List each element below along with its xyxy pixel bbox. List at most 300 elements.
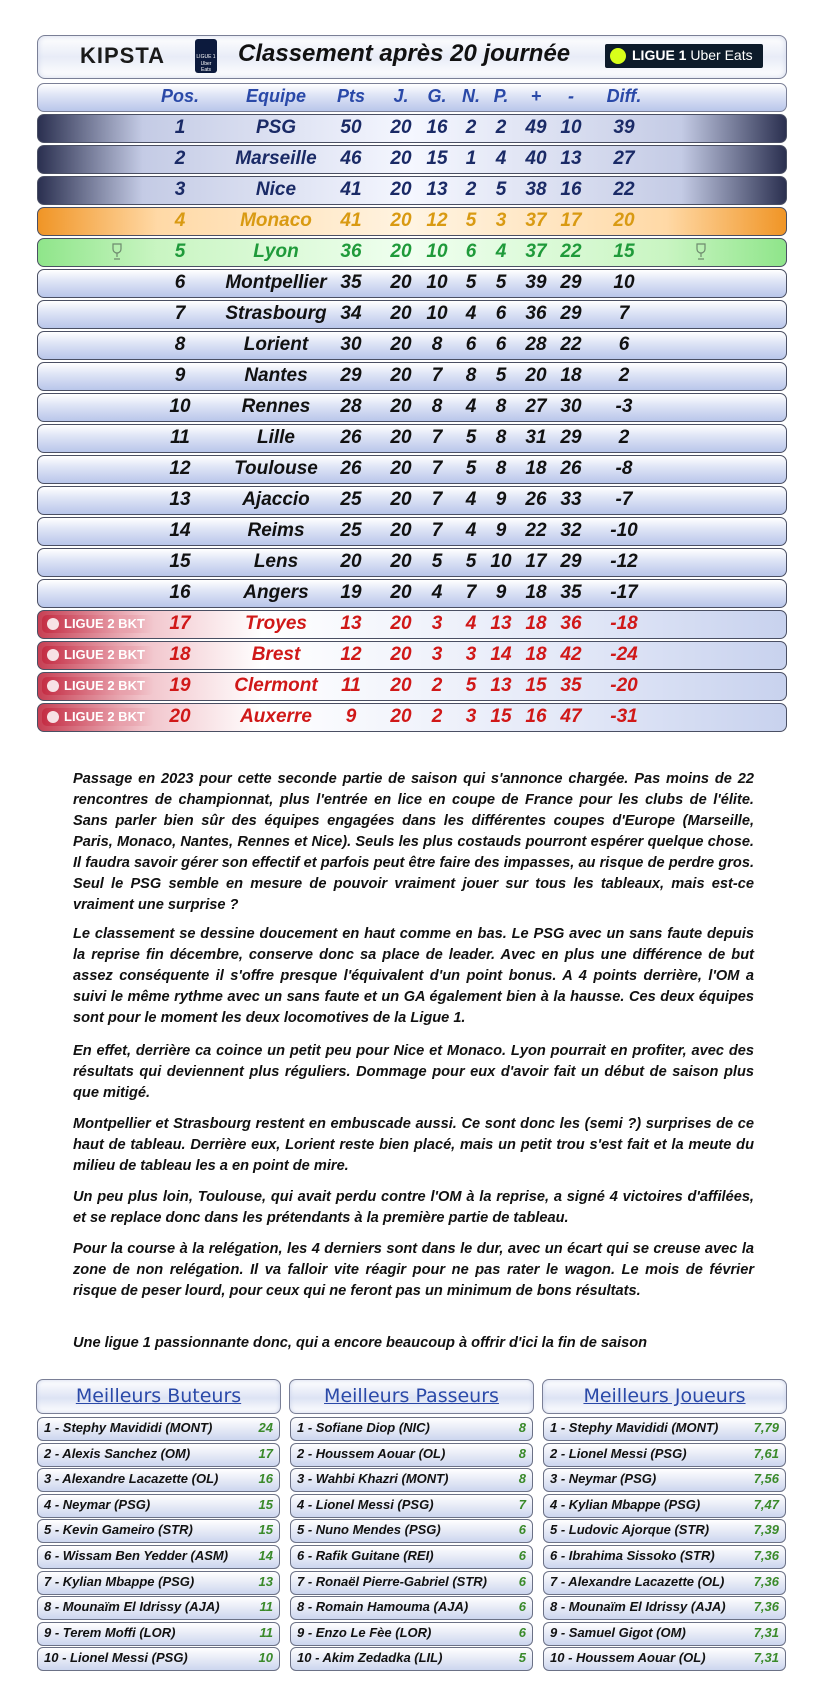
cell-team: Reims: [247, 520, 305, 541]
ligue2-label: LIGUE 2 BKT: [64, 678, 145, 693]
cell-n: 7: [465, 582, 477, 603]
cell-pos: 2: [174, 148, 186, 169]
table-row: [37, 455, 787, 484]
cell-pos: 18: [169, 644, 191, 665]
cell-minus: 29: [560, 427, 582, 448]
cell-p: 3: [495, 210, 507, 231]
player-value: 7,36: [753, 1573, 779, 1589]
cell-n: 5: [465, 675, 477, 696]
list-item: [290, 1545, 533, 1569]
player-name: 4 - Neymar (PSG): [44, 1496, 151, 1512]
list-item: [37, 1622, 280, 1646]
cell-p: 8: [495, 396, 507, 417]
player-name: 9 - Samuel Gigot (OM): [550, 1624, 686, 1640]
cell-n: 6: [465, 241, 477, 262]
cell-pts: 36: [340, 241, 362, 262]
cell-pts: 41: [340, 210, 362, 231]
col-g: G.: [427, 86, 447, 106]
article-paragraph-5: Un peu plus loin, Toulouse, qui avait perdu contre l'OM à la reprise, a signé 4 victoires d'affilées, et se replace donc dans les prétendants à la première partie de tableau.: [73, 1189, 754, 1226]
table-row: [37, 517, 787, 546]
player-value: 13: [258, 1573, 273, 1589]
cell-plus: 26: [525, 489, 547, 510]
article-paragraph-2: Le classement se dessine doucement en haut comme en bas. Le PSG avec un sans faute depuis la reprise fin décembre, conserve donc sa place de leader. Avec en plus une différence de but assez conséquente il s'offre presque l'équivalent d'un point bonus. A 4 points derrière, l'OM a suivi le même rythme avec un sans faute et un GA également bien à la hausse. Ces deux équipes sont pour le moment les deux locomotives de la Ligue 1.: [73, 926, 754, 1026]
table-row: [37, 207, 787, 236]
ligue2-badge: [42, 646, 154, 664]
cell-pts: 19: [340, 582, 362, 603]
ligue2-label: LIGUE 2 BKT: [64, 647, 145, 662]
list-item: [543, 1571, 786, 1595]
cell-p: 5: [495, 365, 507, 386]
cell-p: 4: [495, 148, 507, 169]
cell-j: 20: [390, 365, 412, 386]
cell-diff: -17: [610, 582, 638, 603]
article-paragraph-6: Pour la course à la relégation, les 4 derniers sont dans le dur, avec un écart qui se creuse avec la zone de non relégation. Il va falloir vite réagir pour ne pas rater le wagon. Le mois de février risque de peser lourd, pour ceux qui ne feront pas un minimum de bons résultats.: [73, 1241, 754, 1299]
player-name: 10 - Houssem Aouar (OL): [550, 1650, 706, 1666]
cell-j: 20: [390, 613, 412, 634]
cell-minus: 16: [560, 179, 582, 200]
cell-n: 5: [465, 272, 477, 293]
cell-team: Lens: [253, 551, 299, 572]
cell-plus: 18: [525, 613, 547, 634]
cell-j: 20: [390, 179, 412, 200]
cell-pts: 28: [340, 396, 362, 417]
cell-pos: 11: [170, 427, 190, 448]
cell-team: Lyon: [253, 241, 299, 262]
player-value: 6: [518, 1599, 526, 1615]
cell-j: 20: [390, 675, 412, 696]
table-row: [37, 610, 787, 639]
cell-team: Angers: [243, 582, 309, 603]
cell-minus: 36: [560, 613, 582, 634]
cell-team: Brest: [251, 644, 301, 665]
cell-g: 7: [431, 489, 443, 510]
table-row: [37, 424, 787, 453]
cell-pos: 1: [174, 117, 186, 138]
cell-pts: 25: [340, 489, 362, 510]
cell-pts: 13: [340, 613, 362, 634]
cell-pos: 10: [169, 396, 191, 417]
cell-team: Ajaccio: [242, 489, 310, 510]
list-item: [543, 1468, 786, 1492]
list-item: [37, 1443, 280, 1467]
top-assists-title-box: [289, 1379, 534, 1414]
table-row: [37, 145, 787, 174]
cell-pos: 4: [174, 210, 186, 231]
player-value: 14: [258, 1548, 273, 1563]
list-item: [37, 1571, 280, 1595]
cell-pos: 6: [174, 272, 186, 293]
cell-pos: 17: [169, 613, 191, 634]
player-value: 7,61: [753, 1445, 779, 1461]
player-value: 11: [259, 1599, 273, 1615]
cell-minus: 22: [560, 241, 582, 262]
list-item: [290, 1647, 533, 1671]
list-item: [543, 1545, 786, 1569]
table-row: [37, 114, 787, 143]
cell-diff: -20: [610, 675, 638, 696]
table-row: [37, 641, 787, 670]
ligue2-badge: [42, 615, 154, 633]
list-item: [543, 1647, 786, 1671]
player-value: 7,31: [753, 1650, 779, 1666]
cell-minus: 30: [560, 396, 582, 417]
cell-plus: 36: [525, 303, 547, 324]
table-row: [37, 331, 787, 360]
cell-diff: -8: [615, 458, 633, 479]
cell-n: 4: [465, 396, 477, 417]
sponsor-text: [632, 47, 753, 63]
list-item: [543, 1494, 786, 1518]
col-plus: +: [530, 86, 542, 106]
player-value: 7,56: [753, 1471, 779, 1487]
player-name: 7 - Alexandre Lacazette (OL): [550, 1573, 725, 1589]
article-paragraph-7: Une ligue 1 passionnante donc, qui a encore beaucoup à offrir d'ici la fin de saison: [73, 1335, 648, 1351]
player-value: 15: [258, 1522, 273, 1538]
top-players-title: Meilleurs Joueurs: [583, 1385, 746, 1407]
cell-diff: 6: [618, 334, 630, 355]
cell-pos: 5: [174, 241, 186, 262]
cell-plus: 31: [525, 427, 547, 448]
cell-n: 4: [465, 489, 477, 510]
list-item: [290, 1443, 533, 1467]
cell-plus: 38: [525, 179, 547, 200]
cell-minus: 35: [560, 675, 582, 696]
ligue2-badge: [42, 708, 154, 726]
list-item: [37, 1494, 280, 1518]
player-value: 6: [518, 1573, 526, 1589]
cell-minus: 29: [560, 272, 582, 293]
cell-minus: 32: [560, 520, 582, 541]
cell-minus: 42: [560, 644, 582, 665]
cell-team: Lille: [256, 427, 295, 448]
table-row: [37, 486, 787, 515]
player-name: 3 - Neymar (PSG): [550, 1471, 657, 1487]
cell-n: 5: [465, 551, 477, 572]
cell-j: 20: [390, 582, 412, 603]
cell-j: 20: [390, 520, 412, 541]
player-name: 2 - Houssem Aouar (OL): [297, 1445, 446, 1461]
table-row: [37, 393, 787, 422]
list-item: [37, 1647, 280, 1671]
article-paragraph-4: Montpellier et Strasbourg restent en embuscade aussi. Ce sont donc les (semi ?) surprises de ce haut de tableau. Derrière eux, Lorient reste bien placé, mais un petit trou s'est fait et la meute du milieu de tableau les a en point de mire.: [73, 1116, 754, 1174]
cell-plus: 17: [525, 551, 547, 572]
cell-diff: -12: [610, 551, 638, 572]
sponsor-logo: [605, 44, 763, 68]
cell-n: 3: [465, 644, 477, 665]
player-name: 10 - Lionel Messi (PSG): [44, 1650, 188, 1666]
ligue1-badge: [195, 39, 217, 73]
cell-minus: 22: [560, 334, 582, 355]
player-value: 8: [518, 1420, 526, 1435]
cell-pos: 16: [169, 582, 191, 603]
cell-team: Marseille: [235, 148, 317, 169]
cell-j: 20: [390, 210, 412, 231]
cell-pts: 25: [340, 520, 362, 541]
cell-diff: 10: [613, 272, 635, 293]
cell-p: 14: [490, 644, 512, 665]
col-j: J.: [393, 86, 409, 106]
cell-plus: 18: [525, 644, 547, 665]
cell-pts: 20: [340, 551, 362, 572]
ligue2-logo-icon: [47, 618, 59, 630]
cell-g: 2: [431, 675, 443, 696]
cell-pos: 15: [169, 551, 191, 572]
cell-diff: 22: [613, 179, 635, 200]
list-item: [37, 1519, 280, 1543]
cell-j: 20: [390, 303, 412, 324]
table-row: [37, 579, 787, 608]
cell-plus: 15: [525, 675, 547, 696]
player-name: 6 - Rafik Guitane (REI): [297, 1548, 434, 1563]
player-name: 8 - Mounaïm El Idrissy (AJA): [550, 1599, 726, 1615]
cell-pts: 46: [340, 148, 362, 169]
cell-minus: 17: [560, 210, 582, 231]
cell-pos: 19: [169, 675, 191, 696]
cell-j: 20: [390, 551, 412, 572]
cell-n: 5: [465, 427, 477, 448]
player-value: 7,39: [753, 1522, 779, 1538]
cell-diff: -7: [615, 489, 633, 510]
cell-g: 8: [431, 396, 443, 417]
cell-diff: 15: [613, 241, 635, 262]
cell-pos: 3: [174, 179, 186, 200]
cell-g: 10: [426, 241, 448, 262]
cell-diff: 20: [613, 210, 635, 231]
player-value: 8: [518, 1445, 526, 1461]
player-value: 6: [518, 1522, 526, 1538]
cell-p: 5: [495, 272, 507, 293]
player-name: 9 - Enzo Le Fèe (LOR): [297, 1624, 432, 1640]
ligue2-logo-icon: [47, 649, 59, 661]
cell-plus: 37: [525, 241, 547, 262]
cell-pos: 13: [169, 489, 191, 510]
list-item: [290, 1417, 533, 1441]
table-row: [37, 176, 787, 205]
cell-g: 7: [431, 427, 443, 448]
cell-plus: 16: [525, 706, 547, 727]
cell-diff: -31: [610, 706, 638, 727]
cell-plus: 28: [525, 334, 547, 355]
cell-j: 20: [390, 148, 412, 169]
table-row: [37, 362, 787, 391]
cell-minus: 47: [560, 706, 582, 727]
cell-n: 6: [465, 334, 477, 355]
page-title: Classement après 20 journée: [238, 40, 571, 67]
sponsor-main: LIGUE 1: [632, 47, 687, 63]
cell-minus: 29: [560, 551, 582, 572]
cell-g: 3: [431, 613, 443, 634]
badge-top-text: LIGUE 1: [196, 54, 216, 60]
list-item: [543, 1596, 786, 1620]
cell-j: 20: [390, 644, 412, 665]
article-paragraph-3: En effet, derrière ca coince un petit peu pour Nice et Monaco. Lyon pourrait en profiter, avec des résultats qui deviennent plus réguliers. Dommage pour eux d'avoir fait un début de saison plus que mitigé.: [73, 1043, 754, 1101]
cell-team: Nice: [255, 179, 297, 200]
cell-pts: 26: [340, 427, 362, 448]
player-value: 7: [518, 1496, 526, 1512]
ligue2-label: LIGUE 2 BKT: [64, 709, 145, 724]
cell-team: Nantes: [244, 365, 308, 386]
cell-diff: -24: [610, 644, 638, 665]
cell-n: 4: [465, 613, 477, 634]
player-value: 7,31: [753, 1624, 779, 1640]
player-value: 6: [518, 1624, 526, 1640]
cell-j: 20: [390, 458, 412, 479]
cell-plus: 39: [525, 272, 547, 293]
cell-n: 4: [465, 303, 477, 324]
cell-diff: 7: [618, 303, 630, 324]
player-name: 4 - Lionel Messi (PSG): [297, 1496, 434, 1512]
brand-logo: KIPSTA: [80, 43, 166, 68]
table-row: [37, 238, 787, 267]
cell-p: 9: [495, 520, 507, 541]
ligue2-logo-icon: [47, 680, 59, 692]
cell-p: 6: [495, 334, 507, 355]
cell-n: 8: [465, 365, 477, 386]
col-pts: Pts: [336, 86, 365, 106]
cell-plus: 27: [525, 396, 547, 417]
player-name: 8 - Mounaïm El Idrissy (AJA): [44, 1599, 220, 1615]
player-name: 7 - Ronaël Pierre-Gabriel (STR): [297, 1573, 487, 1589]
cell-diff: -18: [610, 613, 638, 634]
cell-diff: 2: [618, 365, 630, 386]
player-value: 7,36: [753, 1548, 779, 1563]
cell-p: 13: [490, 613, 512, 634]
cell-pts: 50: [340, 117, 362, 138]
player-name: 8 - Romain Hamouma (AJA): [297, 1599, 469, 1615]
cell-team: Rennes: [241, 396, 311, 417]
cell-diff: -3: [615, 396, 633, 417]
cell-j: 20: [390, 396, 412, 417]
cell-minus: 26: [560, 458, 582, 479]
cell-p: 9: [495, 582, 507, 603]
list-item: [37, 1545, 280, 1569]
cell-g: 7: [431, 365, 443, 386]
conference-cup-icon: [108, 242, 126, 262]
cell-pts: 41: [340, 179, 362, 200]
cell-p: 15: [490, 706, 512, 727]
cell-g: 16: [426, 117, 448, 138]
top-players-title-box: [542, 1379, 787, 1414]
player-value: 5: [518, 1650, 526, 1666]
cell-n: 1: [465, 148, 477, 169]
top-scorers-title-box: [36, 1379, 281, 1414]
list-item: [290, 1596, 533, 1620]
cell-pos: 14: [169, 520, 191, 541]
badge-bottom-text: Uber Eats: [200, 61, 212, 73]
cell-pos: 20: [169, 706, 191, 727]
list-item: [290, 1519, 533, 1543]
col-diff: Diff.: [606, 86, 642, 106]
cell-diff: 2: [618, 427, 630, 448]
list-item: [290, 1571, 533, 1595]
cell-pts: 12: [340, 644, 362, 665]
top-assists-title: Meilleurs Passeurs: [324, 1385, 499, 1407]
cell-team: Auxerre: [240, 706, 312, 727]
table-header: [37, 83, 787, 112]
cell-team: Monaco: [240, 210, 312, 231]
cell-p: 4: [495, 241, 507, 262]
cell-minus: 18: [560, 365, 582, 386]
ligue2-logo-icon: [47, 711, 59, 723]
cell-plus: 18: [525, 582, 547, 603]
cell-j: 20: [390, 334, 412, 355]
cell-pts: 9: [345, 706, 357, 727]
cell-minus: 35: [560, 582, 582, 603]
player-value: 6: [518, 1548, 526, 1563]
cell-plus: 20: [525, 365, 547, 386]
player-name: 1 - Stephy Mavididi (MONT): [550, 1420, 719, 1435]
cell-g: 8: [431, 334, 443, 355]
player-value: 16: [258, 1471, 273, 1487]
list-item: [543, 1443, 786, 1467]
col-team: Equipe: [245, 86, 306, 106]
player-name: 9 - Terem Moffi (LOR): [44, 1624, 176, 1640]
cell-g: 4: [431, 582, 443, 603]
cell-g: 7: [431, 520, 443, 541]
player-value: 11: [259, 1624, 273, 1640]
cell-g: 12: [426, 210, 448, 231]
cell-plus: 22: [525, 520, 547, 541]
cell-p: 13: [490, 675, 512, 696]
player-name: 10 - Akim Zedadka (LIL): [297, 1650, 443, 1666]
ligue2-label: LIGUE 2 BKT: [64, 616, 145, 631]
cell-j: 20: [390, 489, 412, 510]
cell-g: 2: [431, 706, 443, 727]
cell-j: 20: [390, 272, 412, 293]
list-item: [543, 1417, 786, 1441]
player-name: 2 - Lionel Messi (PSG): [550, 1445, 687, 1461]
cell-pts: 35: [340, 272, 362, 293]
cell-n: 2: [465, 117, 477, 138]
cell-j: 20: [390, 241, 412, 262]
cell-plus: 40: [525, 148, 547, 169]
list-item: [543, 1622, 786, 1646]
cell-j: 20: [390, 427, 412, 448]
cell-p: 2: [495, 117, 507, 138]
cell-g: 7: [431, 458, 443, 479]
cell-n: 4: [465, 520, 477, 541]
player-name: 6 - Wissam Ben Yedder (ASM): [44, 1548, 229, 1563]
player-value: 7,79: [753, 1420, 779, 1435]
cell-team: Montpellier: [225, 272, 327, 293]
ligue1-logo-icon: [610, 48, 626, 64]
player-name: 3 - Wahbi Khazri (MONT): [297, 1471, 449, 1487]
cell-pos: 8: [174, 334, 186, 355]
list-item: [37, 1468, 280, 1492]
top-scorers-title: Meilleurs Buteurs: [75, 1385, 242, 1407]
cell-team: Clermont: [234, 675, 318, 696]
player-name: 1 - Sofiane Diop (NIC): [297, 1420, 430, 1435]
list-item: [290, 1622, 533, 1646]
cell-pts: 26: [340, 458, 362, 479]
player-name: 5 - Nuno Mendes (PSG): [297, 1522, 441, 1538]
cell-n: 5: [465, 458, 477, 479]
cell-j: 20: [390, 117, 412, 138]
list-item: [37, 1417, 280, 1441]
cell-p: 5: [495, 179, 507, 200]
cell-plus: 18: [525, 458, 547, 479]
cell-g: 13: [426, 179, 448, 200]
list-item: [290, 1468, 533, 1492]
list-item: [543, 1519, 786, 1543]
header-bar: [37, 35, 787, 79]
cell-diff: 39: [613, 117, 635, 138]
sponsor-sub: Uber Eats: [690, 47, 753, 63]
player-value: 10: [258, 1650, 273, 1666]
player-value: 7,36: [753, 1599, 779, 1615]
player-name: 7 - Kylian Mbappe (PSG): [44, 1573, 195, 1589]
cell-team: Troyes: [245, 613, 307, 634]
